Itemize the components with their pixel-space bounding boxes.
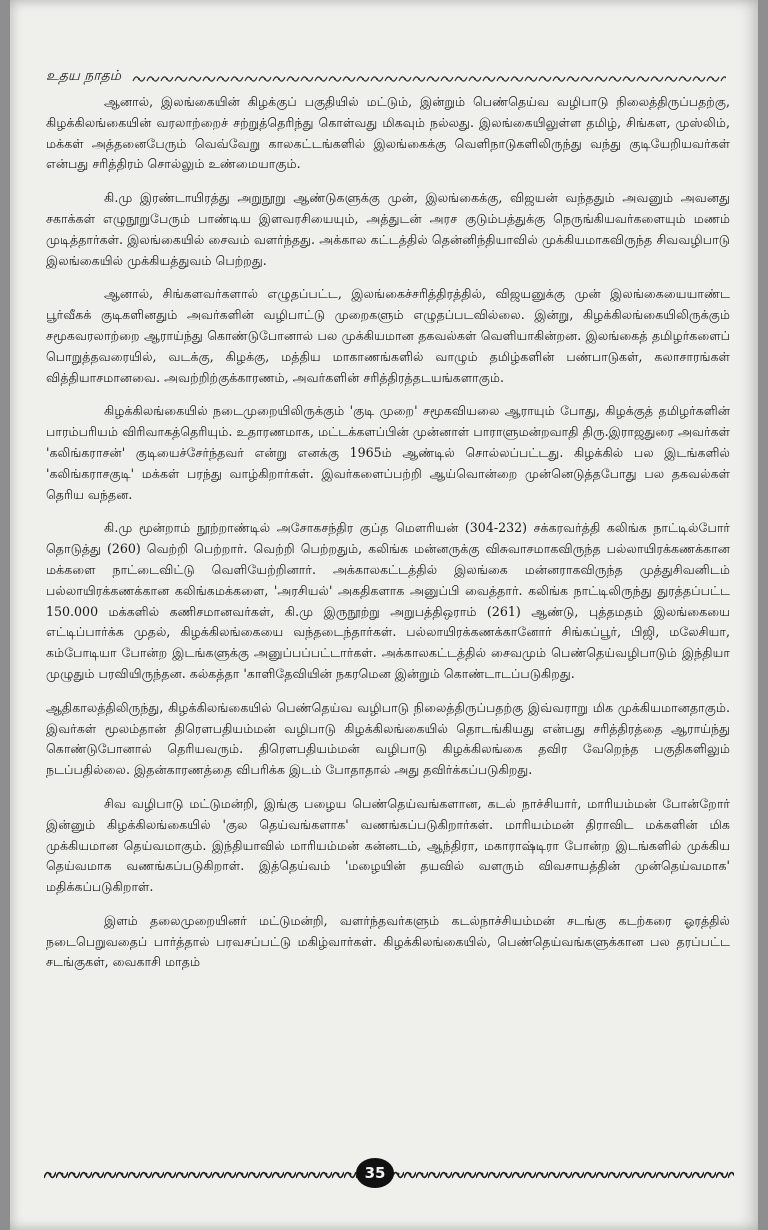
paragraph: ஆனால், இலங்கையின் கிழக்குப் பகுதியில் மட்டும், இன்றும் பெண்தெய்வ வழிபாடு நிலைத்திருப்பதற்கு, கிழக்கிலங்கையின் வரலாற்றைச் சற்றுத்தெரிந்து கொள்வது மிகவும் நல்லது. இலங்கையிலுள்ள தமிழ், சிங்கள, முஸ்லிம், மக்கள் அத்தனைபேரும் வெவ்வேறு காலகட்டங்களில் இலங்கைக்கு வெளிநாடுகளிலிருந்து வந்து குடியேறியவர்கள் என்பது சரித்திரம் சொல்லும் உண்மையாகும். <box>46 94 730 172</box>
header-ornament-rule <box>132 72 726 86</box>
body-text <box>46 92 730 986</box>
paragraph: சிவ வழிபாடு மட்டுமன்றி, இங்கு பழைய பெண்தெய்வங்களான, கடல் நாச்சியார், மாரியம்மன் போன்றோர் இன்னும் கிழக்கிலங்கையில் 'குல தெய்வங்களாக' வணங்கப்படுகிறார்கள். மாரியம்மன் திராவிட மக்களின் மிக முக்கியமான தெய்வமாகும். இந்தியாவில் மாரியம்மன் கன்னடம், ஆந்திரா, மகாராஷ்டிரா போன்ற இடங்களில் முக்கிய தெய்வமாக வணங்கப்படுகிறாள். இத்தெய்வம் 'மழையின் தயவில் வளரும் விவசாயத்தின் முன்தெய்வமாக' மதிக்கப்படுகிறாள். <box>46 795 730 895</box>
page-header <box>46 68 726 90</box>
paragraph: ஆனால், சிங்களவர்களால் எழுதப்பட்ட, இலங்கைச்சரித்திரத்தில், விஜயனுக்கு முன் இலங்கையையாண்ட பூர்வீகக் குடிகளினதும் அவர்களின் வழிபாட்டு முறைகளும் எழுதப்படவில்லை. இன்று, கிழக்கிலங்கையிலிருக்கும் சமூகவரலாற்றை ஆராய்ந்து கொண்டுபோனால் பல முக்கியமான தகவல்கள் வெளியாகின்றன. இலங்கைத் தமிழர்களைப் பொறுத்தவரையில், வடக்கு, கிழக்கு, மத்திய மாகாணங்களில் வாழும் தமிழ்களின் பண்பாடுகள், கலாசாரங்கள் வித்தியாசமானவை. அவற்றிற்குக்காரணம், அவர்களின் சரித்திரத்தடயங்களாகும். <box>46 286 730 385</box>
paragraph: இளம் தலைமுறையினர் மட்டுமன்றி, வளர்ந்தவர்களும் கடல்நாச்சியம்மன் சடங்கு கடற்கரை ஓரத்தில் நடைபெறுவதைப் பார்த்தால் பரவசப்பட்டு மகிழ்வார்கள். கிழக்கிலங்கையில், பெண்தெய்வங்களுக்கான பல தரப்பட்ட சடங்குகள், வைகாசி மாதம் <box>46 912 730 970</box>
page-number-badge: 35 <box>356 1158 394 1188</box>
paragraph: கி.மு மூன்றாம் நூற்றாண்டில் அசோகசந்திர குப்த மௌரியன் (304-232) சக்கரவர்த்தி கலிங்க நாட்டில்போர் தொடுத்து (260) வெற்றி பெற்றார். வெற்றி பெற்றதும், கலிங்க மன்னருக்கு விசுவாசமாகவிருந்த பல்லாயிரக்கணக்கான மக்களை நாட்டைவிட்டு வெளியேற்றினார். அக்காலகட்டத்தில் இலங்கை மன்னராகவிருந்த முத்துசிவனிடம் பல்லாயிரக்கணக்கான கலிங்கமக்களை, 'அரசியல்' அகதிகளாக அனுப்பி வைத்தார். கலிங்க நாட்டிலிருந்து துரத்தப்பட்ட 150.000 மக்களில் கணிசமானவர்கள், கி.மு இருநூற்று அறுபத்திஒராம் (261) ஆண்டு, புத்தமதம் இலங்கையை எட்டிப்பார்க்க முதல், கிழக்கிலங்கையை வந்தடைந்தார்கள். பல்லாயிரக்கணக்கானோர் சிங்கப்பூர், பிஜி, மலேசியா, கம்போடியா போன்ற இடங்களுக்கு அனுப்பப்பட்டார்கள். அக்காலகட்டத்தில் சைவமும் பெண்தெய்வழிபாடும் இந்தியா முழுதும் பரவியிருந்தன. கல்கத்தா 'காளிதேவியின் நகரமென இன்றும் கொண்டாடப்படுகிறது. <box>46 520 730 681</box>
running-title: உதய நாதம் <box>46 68 121 84</box>
paragraph: ஆதிகாலத்திலிருந்து, கிழக்கிலங்கையில் பெண்தெய்வ வழிபாடு நிலைத்திருப்பதற்கு இவ்வராறு மிக முக்கியமானதாகும். இவர்கள் மூலம்தான் திரௌபதியம்மன் வழிபாடு கிழக்கிலங்கையில் தொடங்கியது என்பது சரித்திரத்தை ஆராய்ந்து கொண்டுபோனால் தெரியவரும். திரௌபதியம்மன் வழிபாடு கிழக்கிலங்கை தவிர வேறெந்த பகுதிகளிலும் நடப்பதில்லை. இதன்காரணத்தை விபரிக்க இடம் போதாதால் அது தவிர்க்கப்படுகிறது. <box>46 699 730 778</box>
book-page <box>10 0 758 1230</box>
paragraph: கி.மு இரண்டாயிரத்து அறுநூறு ஆண்டுகளுக்கு முன், இலங்கைக்கு, விஜயன் வந்ததும் அவனும் அவனது சகாக்கள் எழுநூறுபேரும் பாண்டிய இளவரசியையும், அத்துடன் அரச குடும்பத்துக்கு நெருங்கியவர்களையும் மணம் முடித்தார்கள். இலங்கையில் சைவம் வளர்ந்தது. அக்கால கட்டத்தில் தென்னிந்தியாவில் முக்கியமாகவிருந்த சிவவழிபாடு இலங்கையில் முக்கியத்துவம் பெற்றது. <box>46 190 730 268</box>
paragraph: கிழக்கிலங்கையில் நடைமுறையிலிருக்கும் 'குடி முறை' சமூகவியலை ஆராயும் போது, கிழக்குத் தமிழர்களின் பாரம்பரியம் விரிவாகத்தெரியும். உதாரணமாக, மட்டக்களப்பின் முன்னாள் பாராளுமன்றவாதி திரு.இராஜதுரை அவர்கள் 'கலிங்கராசன்' குடியைச்சேர்ந்தவர் என்று எனக்கு 1965ம் ஆண்டில் சொல்லப்பட்டது. கிழக்கில் பல இடங்களில் 'கலிங்கராசகுடி' மக்கள் பரந்து வாழ்கிறார்கள். இவர்களைப்பற்றி ஆய்வொன்றை முன்னெடுத்தபோது பல தகவல்கள் தெரிய வந்தன. <box>46 403 730 502</box>
